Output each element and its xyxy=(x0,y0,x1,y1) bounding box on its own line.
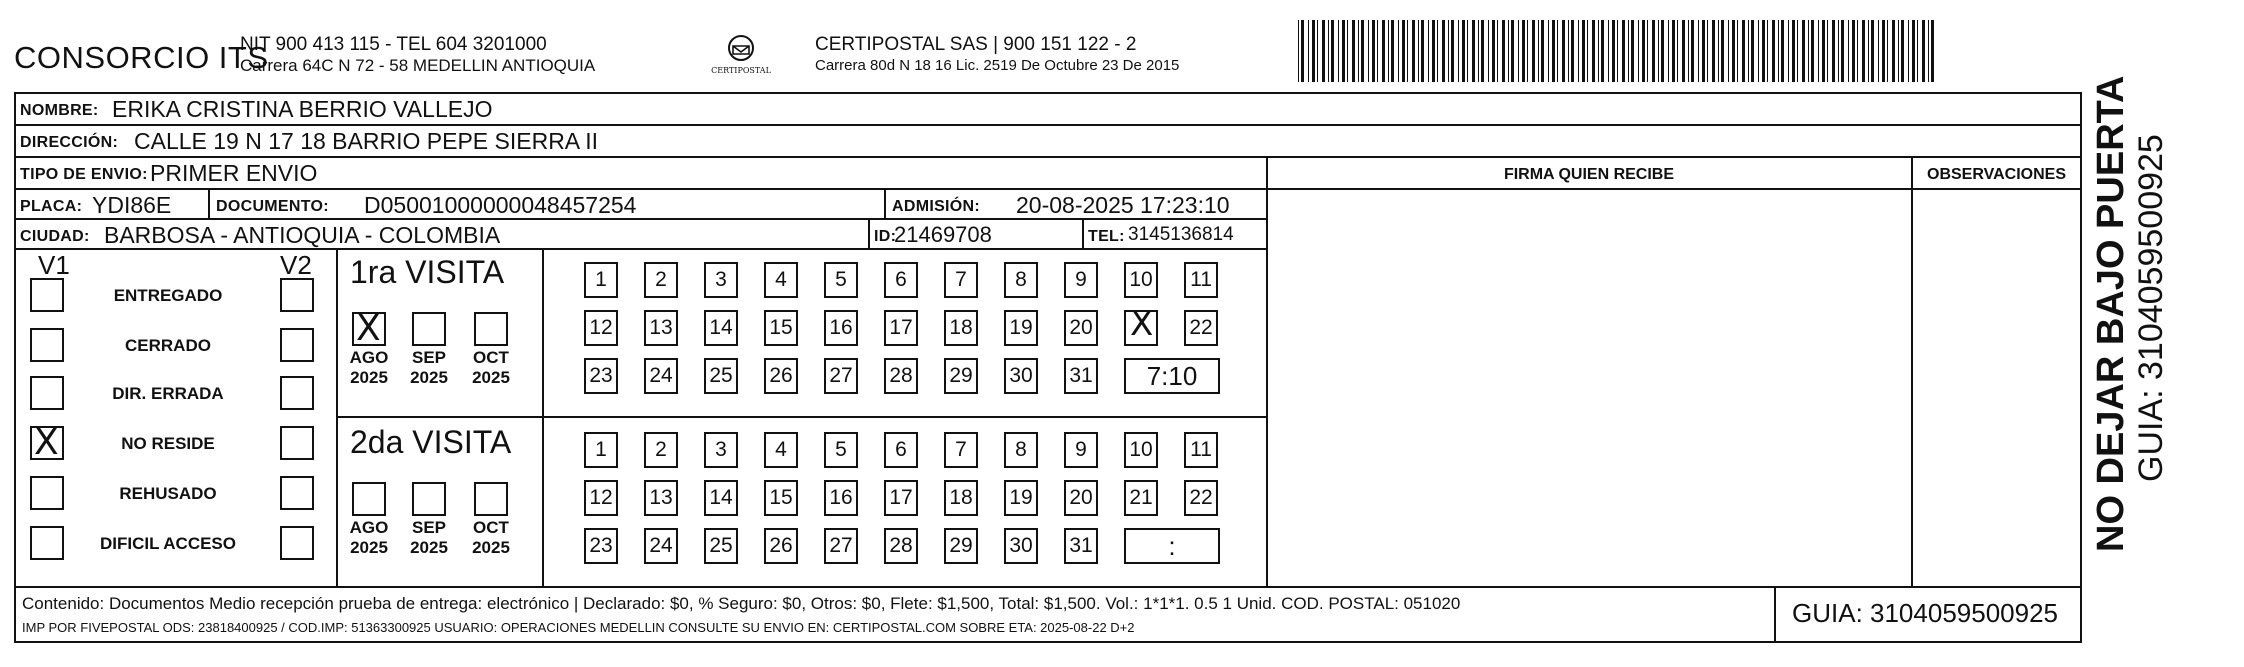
barcode-bar xyxy=(1382,20,1385,82)
barcode-bar xyxy=(1892,20,1895,82)
month-name: SEP xyxy=(411,348,447,367)
barcode-bar xyxy=(1412,20,1415,82)
barcode-bar xyxy=(1352,20,1355,82)
status-v2-checkbox[interactable] xyxy=(280,278,314,312)
barcode-bar xyxy=(1458,20,1459,82)
day-box[interactable]: 25 xyxy=(704,358,738,394)
status-label: NO RESIDE xyxy=(121,434,215,453)
day-box[interactable]: 18 xyxy=(944,480,978,516)
day-box[interactable]: 15 xyxy=(764,480,798,516)
placa-value: YDI86E xyxy=(92,192,172,218)
barcode-bar xyxy=(1298,20,1299,82)
day-box[interactable]: 24 xyxy=(644,528,678,564)
barcode-bar xyxy=(1377,20,1378,82)
barcode-bar xyxy=(1631,20,1634,82)
day-box[interactable]: 23 xyxy=(584,358,618,394)
status-v1-checkbox[interactable] xyxy=(30,526,64,560)
cell-divider xyxy=(1082,218,1084,248)
month-year: 2025 xyxy=(350,538,388,557)
barcode-bar xyxy=(1788,20,1789,82)
ciudad-value: BARBOSA - ANTIOQUIA - COLOMBIA xyxy=(104,222,501,248)
admision-label: ADMISIÓN: xyxy=(892,198,981,215)
barcode-bar xyxy=(1827,20,1828,82)
barcode xyxy=(1298,20,1940,82)
status-label: ENTREGADO xyxy=(113,286,223,305)
barcode-bar xyxy=(1527,20,1528,82)
barcode-bar xyxy=(1728,20,1729,82)
status-v2-checkbox[interactable] xyxy=(280,526,314,560)
barcode-bar xyxy=(1852,20,1855,82)
barcode-bar xyxy=(1688,20,1689,82)
cell-divider xyxy=(208,188,210,218)
barcode-bar xyxy=(1668,20,1669,82)
barcode-bar xyxy=(1638,20,1639,82)
barcode-bar xyxy=(1912,20,1915,82)
barcode-bar xyxy=(1608,20,1609,82)
barcode-bar xyxy=(1612,20,1615,82)
month-label xyxy=(344,518,394,558)
barcode-bar xyxy=(1797,20,1798,82)
barcode-bar xyxy=(1908,20,1909,82)
documento-label: DOCUMENTO: xyxy=(216,198,329,215)
footer-divider xyxy=(16,586,2080,588)
barcode-bar xyxy=(1557,20,1558,82)
barcode-bar xyxy=(1582,20,1585,82)
day-box[interactable]: 13 xyxy=(644,310,678,346)
barcode-bar xyxy=(1578,20,1579,82)
status-label: REHUSADO xyxy=(119,484,217,503)
certipostal-logo xyxy=(706,32,776,82)
day-box[interactable]: 7 xyxy=(944,262,978,298)
cell-divider xyxy=(868,218,870,248)
barcode-bar xyxy=(1878,20,1879,82)
documento-value: D05001000000048457254 xyxy=(364,192,637,218)
month-label xyxy=(404,348,454,388)
barcode-bar xyxy=(1488,20,1489,82)
day-box[interactable]: 2 xyxy=(644,432,678,468)
barcode-bar xyxy=(1402,20,1405,82)
barcode-bar xyxy=(1838,20,1839,82)
barcode-bar xyxy=(1481,20,1484,82)
day-box[interactable]: 11 xyxy=(1184,262,1218,298)
barcode-bar xyxy=(1758,20,1759,82)
barcode-bar xyxy=(1331,20,1334,82)
barcode-bar xyxy=(1832,20,1835,82)
barcode-bar xyxy=(1497,20,1498,82)
barcode-bar xyxy=(1672,20,1675,82)
day-box[interactable]: 30 xyxy=(1004,528,1038,564)
day-box[interactable]: 3 xyxy=(704,262,738,298)
side-guia: GUIA: 3104059500925 xyxy=(2132,134,2170,482)
admision-value: 20-08-2025 17:23:10 xyxy=(1016,192,1230,218)
barcode-bar xyxy=(1478,20,1479,82)
tel-label: TEL: xyxy=(1088,228,1125,245)
v2-header: V2 xyxy=(280,250,312,280)
column-divider xyxy=(1911,156,1913,586)
row-divider xyxy=(16,124,2080,126)
barcode-bar xyxy=(1407,20,1408,82)
barcode-bar xyxy=(1598,20,1599,82)
cell-divider xyxy=(542,248,544,586)
day-box[interactable]: 10 xyxy=(1124,262,1158,298)
barcode-bar xyxy=(1737,20,1738,82)
day-box[interactable]: 23 xyxy=(584,528,618,564)
month-name: AGO xyxy=(349,348,389,367)
nombre-value: ERIKA CRISTINA BERRIO VALLEJO xyxy=(112,96,493,122)
visit2-title: 2da VISITA xyxy=(350,424,512,460)
day-box[interactable]: 15 xyxy=(764,310,798,346)
barcode-bar xyxy=(1702,20,1705,82)
barcode-bar xyxy=(1628,20,1629,82)
barcode-bar xyxy=(1562,20,1565,82)
tel-value: 3145136814 xyxy=(1128,224,1234,245)
barcode-bar xyxy=(1418,20,1419,82)
barcode-bar xyxy=(1552,20,1555,82)
month-checkbox[interactable] xyxy=(412,312,446,346)
barcode-bar xyxy=(1931,20,1934,82)
status-v1-checkbox[interactable] xyxy=(30,476,64,510)
status-label: CERRADO xyxy=(125,336,211,355)
day-box[interactable]: 26 xyxy=(764,358,798,394)
barcode-bar xyxy=(1462,20,1465,82)
footer-imp: IMP POR FIVEPOSTAL ODS: 23818400925 / COD.IMP: 51363300925 USUARIO: OPERACIONES MEDELLIN CONSULTE SU ENVIO EN: CERTIPOSTAL.COM SOBRE ETA: 2025-08-22 D+2 xyxy=(22,620,1135,635)
barcode-bar xyxy=(1748,20,1749,82)
cell-divider xyxy=(1774,586,1776,641)
barcode-bar xyxy=(1822,20,1825,82)
barcode-bar xyxy=(1338,20,1339,82)
barcode-bar xyxy=(1887,20,1888,82)
day-box[interactable]: 12 xyxy=(584,480,618,516)
barcode-bar xyxy=(1762,20,1765,82)
barcode-bar xyxy=(1538,20,1539,82)
firma-header: FIRMA QUIEN RECIBE xyxy=(1503,166,1675,183)
barcode-bar xyxy=(1391,20,1394,82)
barcode-bar xyxy=(1718,20,1719,82)
barcode-bar xyxy=(1518,20,1519,82)
day-box[interactable]: 20 xyxy=(1064,480,1098,516)
barcode-bar xyxy=(1388,20,1389,82)
ciudad-label: CIUDAD: xyxy=(20,228,90,245)
cell-divider xyxy=(336,248,338,586)
barcode-bar xyxy=(1522,20,1525,82)
month-year: 2025 xyxy=(410,368,448,387)
barcode-bar xyxy=(1601,20,1604,82)
status-v1-checkbox[interactable] xyxy=(30,376,64,410)
placa-label: PLACA: xyxy=(20,198,83,215)
barcode-bar xyxy=(1811,20,1814,82)
day-box[interactable]: 12 xyxy=(584,310,618,346)
day-box[interactable]: 26 xyxy=(764,528,798,564)
day-box[interactable]: 9 xyxy=(1064,262,1098,298)
certipostal-nit: CERTIPOSTAL SAS | 900 151 122 - 2 xyxy=(815,34,1137,55)
barcode-bar xyxy=(1928,20,1929,82)
day-box[interactable]: 4 xyxy=(764,262,798,298)
status-label: DIFICIL ACCESO xyxy=(99,534,236,553)
day-box[interactable]: 17 xyxy=(884,310,918,346)
month-checkbox[interactable] xyxy=(412,482,446,516)
day-box[interactable]: 6 xyxy=(884,432,918,468)
barcode-bar xyxy=(1592,20,1595,82)
month-year: 2025 xyxy=(472,538,510,557)
company-info xyxy=(240,34,595,76)
barcode-bar xyxy=(1732,20,1735,82)
status-v1-checkbox[interactable] xyxy=(30,278,64,312)
day-box[interactable]: 18 xyxy=(944,310,978,346)
day-box[interactable]: 27 xyxy=(824,528,858,564)
month-checkbox[interactable] xyxy=(474,482,508,516)
barcode-bar xyxy=(1571,20,1574,82)
nombre-label: NOMBRE: xyxy=(20,102,99,119)
barcode-bar xyxy=(1467,20,1468,82)
month-name: OCT xyxy=(473,348,509,367)
barcode-bar xyxy=(1661,20,1664,82)
barcode-bar xyxy=(1617,20,1618,82)
barcode-bar xyxy=(1472,20,1475,82)
barcode-bar xyxy=(1751,20,1754,82)
barcode-bar xyxy=(1898,20,1899,82)
day-box[interactable]: 7 xyxy=(944,432,978,468)
month-label xyxy=(466,518,516,558)
status-v2-checkbox[interactable] xyxy=(280,328,314,362)
barcode-bar xyxy=(1712,20,1715,82)
barcode-bar xyxy=(1781,20,1784,82)
day-box[interactable]: 28 xyxy=(884,358,918,394)
delivery-form xyxy=(14,92,2082,643)
month-label xyxy=(466,348,516,388)
footer-guia: GUIA: 3104059500925 xyxy=(1792,598,2058,628)
direccion-value: CALLE 19 N 17 18 BARRIO PEPE SIERRA II xyxy=(134,128,599,154)
barcode-bar xyxy=(1857,20,1858,82)
day-box[interactable]: 2 xyxy=(644,262,678,298)
certipostal-info xyxy=(815,34,1179,76)
status-v2-checkbox[interactable] xyxy=(280,376,314,410)
barcode-bar xyxy=(1802,20,1805,82)
visit-divider xyxy=(336,416,1266,418)
barcode-bar xyxy=(1428,20,1429,82)
barcode-bar xyxy=(1372,20,1375,82)
barcode-bar xyxy=(1347,20,1348,82)
day-box[interactable]: 5 xyxy=(824,262,858,298)
barcode-bar xyxy=(1642,20,1645,82)
barcode-bar xyxy=(1868,20,1869,82)
day-box[interactable]: 11 xyxy=(1184,432,1218,468)
day-box[interactable]: 19 xyxy=(1004,480,1038,516)
barcode-bar xyxy=(1721,20,1724,82)
barcode-bar xyxy=(1312,20,1315,82)
barcode-bar xyxy=(1508,20,1509,82)
status-v2-checkbox[interactable] xyxy=(280,426,314,460)
barcode-bar xyxy=(1317,20,1318,82)
day-box[interactable]: 22 xyxy=(1184,480,1218,516)
barcode-bar xyxy=(1437,20,1438,82)
day-box[interactable]: 29 xyxy=(944,358,978,394)
month-label xyxy=(404,518,454,558)
month-year: 2025 xyxy=(410,538,448,557)
barcode-bar xyxy=(1778,20,1779,82)
barcode-bar xyxy=(1361,20,1364,82)
month-checkbox[interactable] xyxy=(474,312,508,346)
barcode-bar xyxy=(1532,20,1535,82)
status-v2-checkbox[interactable] xyxy=(280,476,314,510)
barcode-bar xyxy=(1342,20,1345,82)
day-box[interactable]: 14 xyxy=(704,310,738,346)
day-box[interactable]: 19 xyxy=(1004,310,1038,346)
row-divider xyxy=(16,188,2080,190)
observaciones-header: OBSERVACIONES xyxy=(1927,166,2066,183)
month-name: AGO xyxy=(349,518,389,537)
barcode-bar xyxy=(1587,20,1588,82)
barcode-bar xyxy=(1901,20,1904,82)
barcode-bar xyxy=(1301,20,1304,82)
cell-divider xyxy=(884,188,886,218)
barcode-bar xyxy=(1448,20,1449,82)
time-box[interactable]: : xyxy=(1124,528,1220,564)
company-address: Carrera 64C N 72 - 58 MEDELLIN ANTIOQUIA xyxy=(240,56,596,75)
id-label: ID: xyxy=(874,228,897,245)
barcode-bar xyxy=(1691,20,1694,82)
barcode-bar xyxy=(1511,20,1514,82)
day-box[interactable]: 14 xyxy=(704,480,738,516)
status-v1-checkbox[interactable] xyxy=(30,328,64,362)
barcode-bar xyxy=(1358,20,1359,82)
barcode-bar xyxy=(1917,20,1918,82)
day-box[interactable]: 4 xyxy=(764,432,798,468)
footer-contenido: Contenido: Documentos Medio recepción prueba de entrega: electrónico | Declarado: $0, % Seguro: $0, Otros: $0, Flete: $1,500, Total: $1,500. Vol.: 1*1*1. 0.5 1 Unid. COD. POSTAL: 051020 xyxy=(22,594,1461,613)
barcode-bar xyxy=(1548,20,1549,82)
day-box[interactable]: 6 xyxy=(884,262,918,298)
logo-text: CERTIPOSTAL xyxy=(711,66,771,75)
barcode-bar xyxy=(1492,20,1495,82)
day-box[interactable]: 16 xyxy=(824,310,858,346)
row-divider xyxy=(16,156,2080,158)
day-box[interactable]: 1 xyxy=(584,262,618,298)
barcode-bar xyxy=(1772,20,1775,82)
day-box[interactable]: 31 xyxy=(1064,358,1098,394)
month-label xyxy=(344,348,394,388)
barcode-bar xyxy=(1502,20,1505,82)
barcode-bar xyxy=(1421,20,1424,82)
barcode-bar xyxy=(1682,20,1685,82)
id-value: 21469708 xyxy=(894,222,992,247)
barcode-bar xyxy=(1647,20,1648,82)
barcode-bar xyxy=(1308,20,1309,82)
barcode-bar xyxy=(1328,20,1329,82)
barcode-bar xyxy=(1658,20,1659,82)
barcode-bar xyxy=(1767,20,1768,82)
company-name: CONSORCIO ITS xyxy=(14,40,269,75)
barcode-bar xyxy=(1808,20,1809,82)
month-checkbox[interactable] xyxy=(352,312,386,346)
barcode-bar xyxy=(1707,20,1708,82)
day-box[interactable]: 28 xyxy=(884,528,918,564)
barcode-bar xyxy=(1622,20,1625,82)
month-name: SEP xyxy=(411,518,447,537)
month-year: 2025 xyxy=(472,368,510,387)
barcode-bar xyxy=(1442,20,1445,82)
tipo-envio-label: TIPO DE ENVIO: xyxy=(20,166,148,183)
day-box[interactable]: 29 xyxy=(944,528,978,564)
barcode-bar xyxy=(1451,20,1454,82)
barcode-bar xyxy=(1848,20,1849,82)
barcode-bar xyxy=(1677,20,1678,82)
barcode-bar xyxy=(1922,20,1925,82)
barcode-bar xyxy=(1882,20,1885,82)
day-box[interactable]: 9 xyxy=(1064,432,1098,468)
barcode-bar xyxy=(1568,20,1569,82)
day-box[interactable]: 8 xyxy=(1004,432,1038,468)
day-box[interactable]: 1 xyxy=(584,432,618,468)
day-box[interactable]: 22 xyxy=(1184,310,1218,346)
tipo-envio-value: PRIMER ENVIO xyxy=(150,160,318,186)
month-year: 2025 xyxy=(350,368,388,387)
barcode-bar xyxy=(1432,20,1435,82)
barcode-bar xyxy=(1322,20,1325,82)
certipostal-address: Carrera 80d N 18 16 Lic. 2519 De Octubre 23 De 2015 xyxy=(815,57,1180,74)
day-box[interactable]: 20 xyxy=(1064,310,1098,346)
day-box[interactable]: 8 xyxy=(1004,262,1038,298)
barcode-bar xyxy=(1871,20,1874,82)
day-box[interactable]: 16 xyxy=(824,480,858,516)
barcode-bar xyxy=(1652,20,1655,82)
direccion-label: DIRECCIÓN: xyxy=(20,134,119,151)
column-divider xyxy=(1266,156,1268,586)
day-box[interactable]: 30 xyxy=(1004,358,1038,394)
day-box[interactable]: 10 xyxy=(1124,432,1158,468)
day-box[interactable]: 3 xyxy=(704,432,738,468)
status-v1-checkbox[interactable] xyxy=(30,426,64,460)
v1-header: V1 xyxy=(38,250,70,280)
barcode-bar xyxy=(1862,20,1865,82)
day-box[interactable]: 25 xyxy=(704,528,738,564)
visit1-title: 1ra VISITA xyxy=(350,254,505,290)
day-box[interactable] xyxy=(1124,310,1158,346)
barcode-bar xyxy=(1792,20,1795,82)
barcode-bar xyxy=(1541,20,1544,82)
barcode-bar xyxy=(1742,20,1745,82)
month-name: OCT xyxy=(473,518,509,537)
day-box[interactable]: 27 xyxy=(824,358,858,394)
day-box[interactable]: 13 xyxy=(644,480,678,516)
side-warning: NO DEJAR BAJO PUERTA xyxy=(2090,75,2132,552)
day-box[interactable]: 5 xyxy=(824,432,858,468)
barcode-bar xyxy=(1698,20,1699,82)
day-box[interactable]: 24 xyxy=(644,358,678,394)
barcode-bar xyxy=(1398,20,1399,82)
company-nit: NIT 900 413 115 - TEL 604 3201000 xyxy=(240,34,547,55)
day-box[interactable]: 17 xyxy=(884,480,918,516)
month-checkbox[interactable] xyxy=(352,482,386,516)
day-box[interactable]: 31 xyxy=(1064,528,1098,564)
day-box[interactable]: 21 xyxy=(1124,480,1158,516)
barcode-bar xyxy=(1368,20,1369,82)
barcode-bar xyxy=(1841,20,1844,82)
barcode-bar xyxy=(1818,20,1819,82)
status-label: DIR. ERRADA xyxy=(112,384,224,403)
time-box[interactable]: 7:10 xyxy=(1124,358,1220,394)
